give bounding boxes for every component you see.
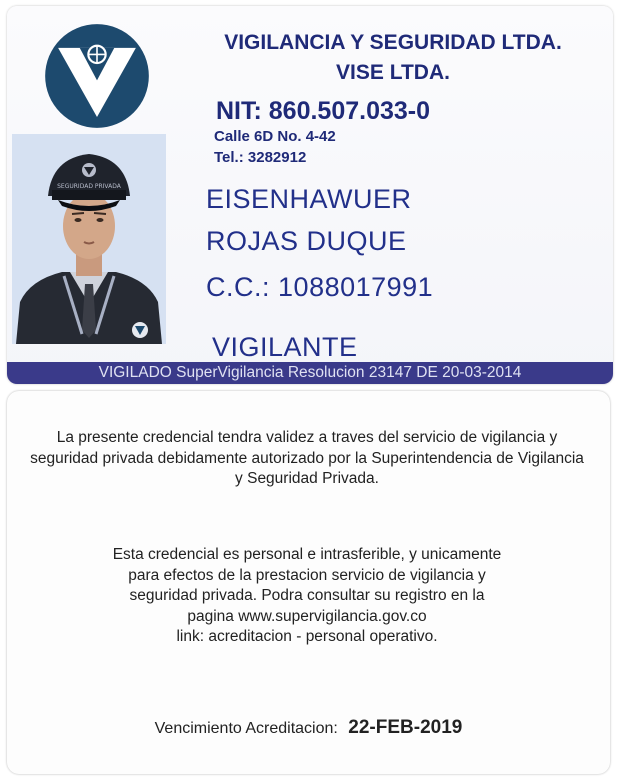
regulator-band: VIGILADO SuperVigilancia Resolucion 23147 DE 20-03-2014	[7, 362, 613, 384]
usage-line: Esta credencial es personal e intrasferible, y unicamente	[112, 546, 502, 563]
holder-id-label: C.C.:	[206, 272, 271, 302]
company-name	[183, 28, 603, 88]
usage-line: link: acreditacion - personal operativo.	[176, 628, 438, 645]
id-card-back	[7, 391, 610, 774]
company-address: Calle 6D No. 4-42	[214, 128, 336, 145]
cap-badge-text: SEGURIDAD PRIVADA	[57, 183, 121, 190]
company-name-line-1: VIGILANCIA Y SEGURIDAD LTDA.	[224, 31, 562, 54]
holder-last-name: ROJAS DUQUE	[206, 226, 407, 256]
expiry-label: Vencimiento Acreditacion:	[154, 720, 338, 737]
company-logo-icon	[43, 22, 151, 130]
holder-id-number: 1088017991	[278, 272, 434, 302]
holder-photo	[12, 134, 166, 344]
company-name-line-2: VISE LTDA.	[336, 61, 450, 84]
holder-id	[206, 272, 433, 303]
usage-line: para efectos de la prestacion servicio de vigilancia y	[128, 566, 486, 584]
holder-role: VIGILANTE	[212, 332, 358, 362]
company-phone: Tel.: 3282912	[214, 149, 307, 166]
usage-line: seguridad privada. Podra consultar su registro en la	[129, 587, 485, 604]
holder-first-name: EISENHAWUER	[206, 184, 412, 214]
expiry-row	[7, 717, 610, 739]
expiry-date: 22-FEB-2019	[348, 717, 463, 738]
usage-paragraph	[27, 545, 587, 648]
guard-portrait	[12, 134, 166, 344]
id-card-front	[7, 6, 613, 384]
company-nit: NIT: 860.507.033-0	[216, 97, 431, 125]
usage-line: pagina www.supervigilancia.gov.co	[187, 607, 427, 625]
validity-paragraph: La presente credencial tendra validez a traves del servicio de vigilancia y seguridad privada debidamente autorizado por la Superintendencia de Vigilancia y Seguridad Privada.	[30, 429, 584, 487]
